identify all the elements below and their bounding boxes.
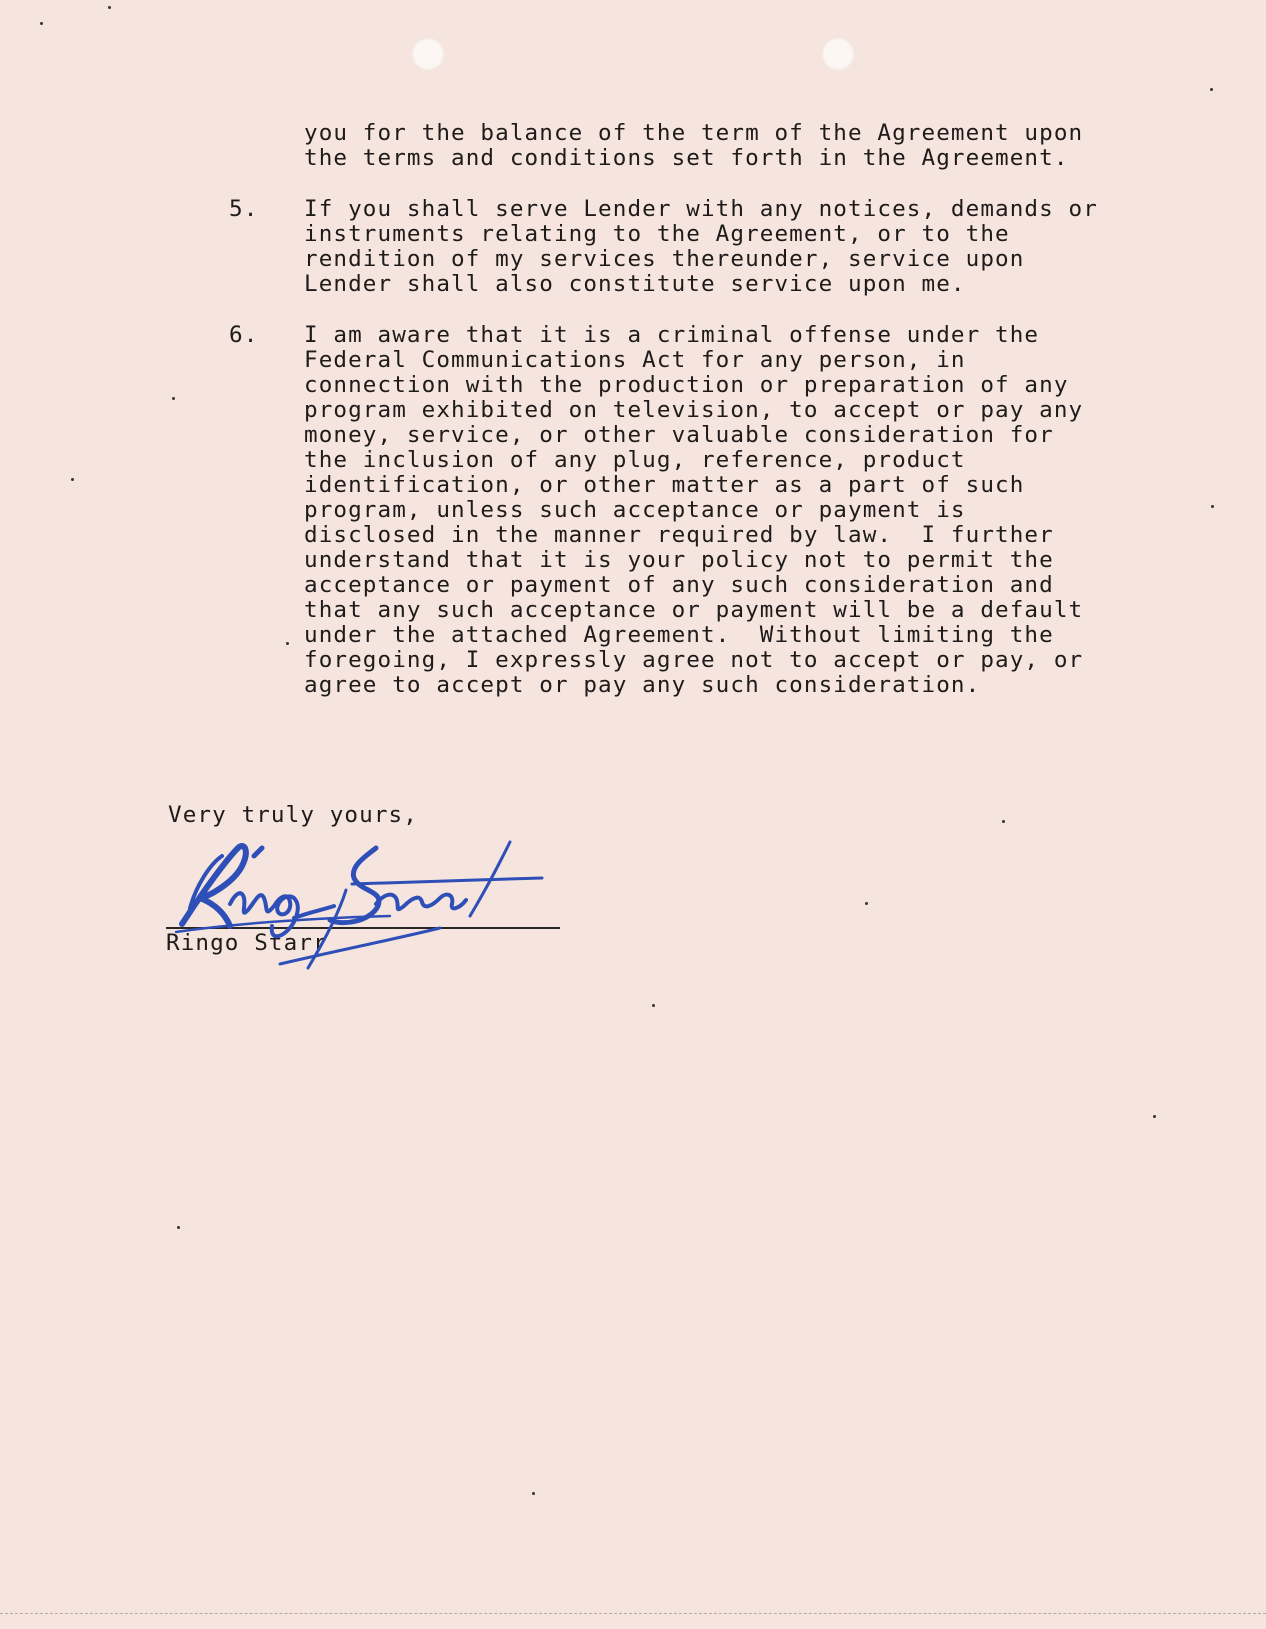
text-line: rendition of my services thereunder, service upon xyxy=(304,246,1025,272)
text-line: under the attached Agreement. Without limiting the xyxy=(304,622,1054,648)
text-line: I am aware that it is a criminal offense under the xyxy=(304,322,1040,348)
paper-speck xyxy=(40,22,43,25)
paper-speck xyxy=(1211,505,1214,508)
paragraph-number: 6. xyxy=(229,322,259,348)
text-line: connection with the production or preparation of any xyxy=(304,372,1069,398)
text-line: If you shall serve Lender with any notices, demands or xyxy=(304,196,1098,222)
paper-speck xyxy=(1002,820,1005,823)
text-line: program, unless such acceptance or payment is xyxy=(304,497,966,523)
text-line: disclosed in the manner required by law. I further xyxy=(304,522,1054,548)
paper-speck xyxy=(865,902,868,905)
paper-speck xyxy=(172,397,175,400)
handwritten-signature xyxy=(170,826,570,986)
paper-speck xyxy=(108,6,111,9)
text-line: program exhibited on television, to accept or pay any xyxy=(304,397,1084,423)
paper-speck xyxy=(286,642,289,645)
text-line: instruments relating to the Agreement, or to the xyxy=(304,221,1010,247)
text-line: Federal Communications Act for any person, in xyxy=(304,347,966,373)
paper-speck xyxy=(652,1004,655,1007)
signer-name: Ringo Starr xyxy=(166,930,328,956)
paper-speck xyxy=(1153,1115,1156,1118)
text-line: that any such acceptance or payment will be a default xyxy=(304,597,1084,623)
punch-hole-right xyxy=(822,38,854,70)
paper-speck xyxy=(177,1226,180,1229)
text-line: Lender shall also constitute service upon me. xyxy=(304,271,966,297)
text-line: acceptance or payment of any such consideration and xyxy=(304,572,1054,598)
text-line: the inclusion of any plug, reference, product xyxy=(304,447,966,473)
paper-speck xyxy=(1210,88,1213,91)
page-bottom-edge xyxy=(0,1613,1266,1614)
text-line: identification, or other matter as a part of such xyxy=(304,472,1025,498)
paper-speck xyxy=(532,1492,535,1495)
text-line: the terms and conditions set forth in the Agreement. xyxy=(304,145,1069,171)
text-line: foregoing, I expressly agree not to accept or pay, or xyxy=(304,647,1084,673)
text-line: money, service, or other valuable consideration for xyxy=(304,422,1054,448)
paper-speck xyxy=(71,478,74,481)
text-line: understand that it is your policy not to permit the xyxy=(304,547,1054,573)
text-line: you for the balance of the term of the Agreement upon xyxy=(304,120,1084,146)
punch-hole-left xyxy=(412,38,444,70)
paragraph-number: 5. xyxy=(229,196,259,222)
closing-salutation: Very truly yours, xyxy=(168,802,418,828)
text-line: agree to accept or pay any such consideration. xyxy=(304,672,981,698)
